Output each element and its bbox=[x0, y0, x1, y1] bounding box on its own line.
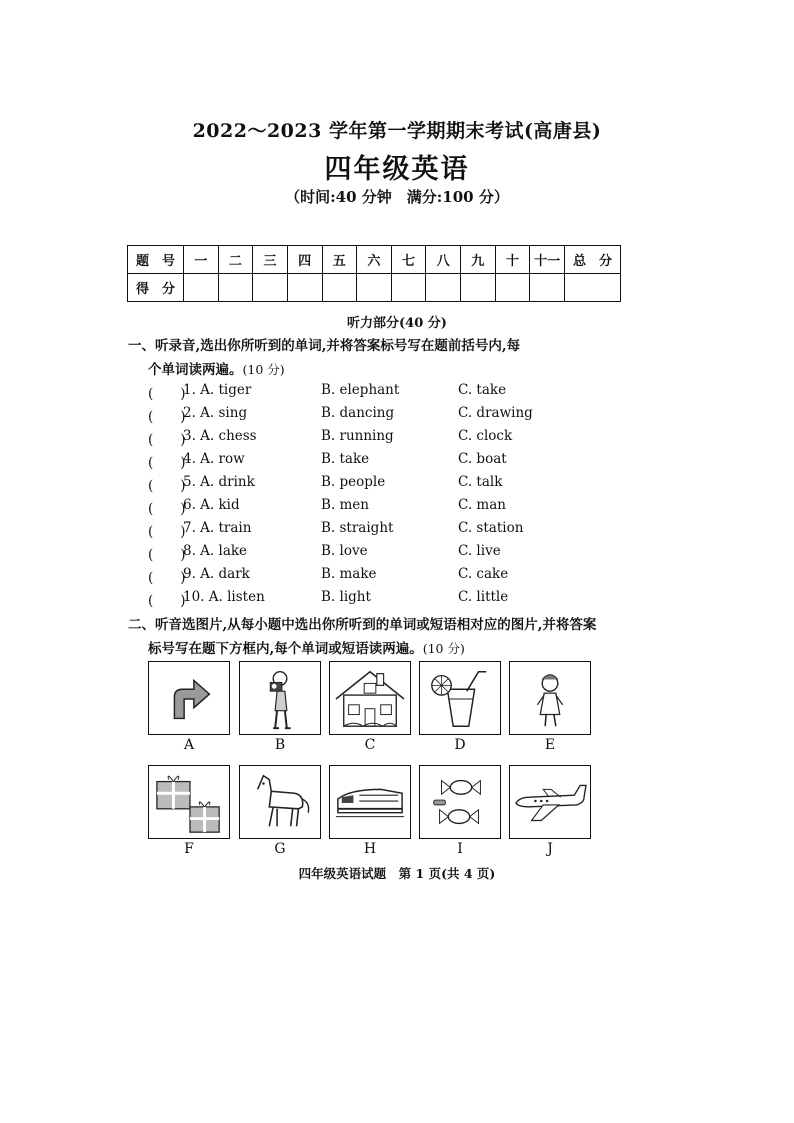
picture-label: I bbox=[457, 841, 463, 857]
option-b: B. straight bbox=[321, 520, 394, 536]
picture-c bbox=[329, 661, 411, 735]
answer-bracket[interactable]: ( ) bbox=[148, 547, 186, 563]
listening-section-heading: 听力部分(40 分) bbox=[347, 316, 447, 331]
answer-bracket[interactable]: ( ) bbox=[148, 409, 186, 425]
question-row bbox=[148, 520, 668, 540]
photographer-icon bbox=[240, 662, 320, 734]
option-c: C. station bbox=[458, 520, 524, 536]
exam-meta: （时间:40 分钟 满分:100 分） bbox=[285, 188, 509, 206]
option-b: B. take bbox=[321, 451, 370, 467]
question-row bbox=[148, 451, 668, 471]
score-table-cell: 五 bbox=[322, 246, 357, 274]
juice-drink-icon bbox=[420, 662, 500, 734]
question-row bbox=[148, 497, 668, 517]
option-c: C. boat bbox=[458, 451, 507, 467]
score-table-header-row bbox=[128, 246, 621, 274]
picture-label: D bbox=[454, 737, 466, 753]
answer-bracket[interactable]: ( ) bbox=[148, 501, 186, 517]
part1-instruction-line2 bbox=[148, 358, 285, 378]
picture-b bbox=[239, 661, 321, 735]
score-table-cell: 三 bbox=[253, 246, 288, 274]
part1-points: (10 分) bbox=[242, 362, 285, 377]
question-row bbox=[148, 382, 668, 402]
option-b: B. light bbox=[321, 589, 371, 605]
train-icon bbox=[330, 766, 410, 838]
part1-instruction-text: 个单词读两遍。 bbox=[148, 362, 243, 378]
option-a: 5. A. drink bbox=[183, 474, 255, 490]
exam-title: 2022～2023 学年第一学期期末考试(高唐县) bbox=[192, 120, 602, 142]
part2-instruction-text: 标号写在题下方框内,每个单词或短语读两遍。 bbox=[148, 641, 423, 657]
picture-label: C bbox=[364, 737, 376, 753]
answer-bracket[interactable]: ( ) bbox=[148, 455, 186, 471]
score-cell[interactable] bbox=[461, 274, 496, 302]
score-cell[interactable] bbox=[391, 274, 426, 302]
score-table-cell: 四 bbox=[287, 246, 322, 274]
picture-i bbox=[419, 765, 501, 839]
option-a: 8. A. lake bbox=[183, 543, 248, 559]
question-row bbox=[148, 589, 668, 609]
option-b: B. elephant bbox=[321, 382, 400, 398]
option-a: 1. A. tiger bbox=[183, 382, 252, 398]
part2-points: (10 分) bbox=[422, 641, 465, 656]
gift-boxes-icon bbox=[149, 766, 229, 838]
score-table-cell: 八 bbox=[426, 246, 461, 274]
option-b: B. make bbox=[321, 566, 377, 582]
score-cell[interactable] bbox=[565, 274, 621, 302]
picture-a bbox=[148, 661, 230, 735]
question-row bbox=[148, 474, 668, 494]
question-row bbox=[148, 566, 668, 586]
option-c: C. drawing bbox=[458, 405, 533, 421]
option-c: C. take bbox=[458, 382, 507, 398]
girl-icon bbox=[510, 662, 590, 734]
option-b: B. love bbox=[321, 543, 368, 559]
score-cell[interactable] bbox=[322, 274, 357, 302]
option-a: 4. A. row bbox=[183, 451, 245, 467]
option-a: 9. A. dark bbox=[183, 566, 250, 582]
score-cell[interactable] bbox=[530, 274, 565, 302]
picture-h bbox=[329, 765, 411, 839]
question-row bbox=[148, 428, 668, 448]
score-table-cell: 十 bbox=[495, 246, 530, 274]
option-c: C. clock bbox=[458, 428, 513, 444]
question-row bbox=[148, 405, 668, 425]
turn-right-arrow-icon bbox=[149, 662, 229, 734]
airplane-icon bbox=[510, 766, 590, 838]
option-c: C. cake bbox=[458, 566, 509, 582]
picture-label: F bbox=[184, 841, 194, 857]
score-cell[interactable] bbox=[357, 274, 392, 302]
answer-bracket[interactable]: ( ) bbox=[148, 478, 186, 494]
option-c: C. talk bbox=[458, 474, 503, 490]
option-b: B. people bbox=[321, 474, 386, 490]
answer-bracket[interactable]: ( ) bbox=[148, 593, 186, 609]
score-table-cell: 十一 bbox=[530, 246, 565, 274]
option-b: B. men bbox=[321, 497, 369, 513]
score-table-cell: 题 号 bbox=[128, 246, 184, 274]
exam-subject: 四年级英语 bbox=[324, 154, 470, 185]
picture-j bbox=[509, 765, 591, 839]
picture-g bbox=[239, 765, 321, 839]
score-table bbox=[127, 245, 621, 302]
horse-icon bbox=[240, 766, 320, 838]
candy-icon bbox=[420, 766, 500, 838]
part2-instruction-line2 bbox=[148, 637, 465, 657]
answer-bracket[interactable]: ( ) bbox=[148, 432, 186, 448]
part1-instruction-line1: 一、听录音,选出你所听到的单词,并将答案标号写在题前括号内,每 bbox=[128, 338, 521, 354]
picture-label: A bbox=[183, 737, 195, 753]
score-table-cell: 九 bbox=[461, 246, 496, 274]
score-cell[interactable] bbox=[218, 274, 253, 302]
option-a: 2. A. sing bbox=[183, 405, 248, 421]
page-footer: 四年级英语试题 第 1 页(共 4 页) bbox=[298, 866, 496, 881]
score-cell[interactable] bbox=[287, 274, 322, 302]
picture-label: E bbox=[544, 737, 556, 753]
option-a: 6. A. kid bbox=[183, 497, 240, 513]
score-table-row-label: 得 分 bbox=[128, 274, 184, 302]
picture-f bbox=[148, 765, 230, 839]
answer-bracket[interactable]: ( ) bbox=[148, 524, 186, 540]
option-a: 7. A. train bbox=[183, 520, 252, 536]
option-c: C. little bbox=[458, 589, 509, 605]
house-icon bbox=[330, 662, 410, 734]
part2-instruction-line1: 二、听音选图片,从每小题中选出你所听到的单词或短语相对应的图片,并将答案 bbox=[128, 617, 597, 633]
answer-bracket[interactable]: ( ) bbox=[148, 386, 186, 402]
score-table-cell: 七 bbox=[391, 246, 426, 274]
picture-label: H bbox=[363, 841, 377, 857]
option-c: C. live bbox=[458, 543, 501, 559]
score-table-cell: 六 bbox=[357, 246, 392, 274]
score-cell[interactable] bbox=[184, 274, 219, 302]
picture-label: G bbox=[274, 841, 286, 857]
option-c: C. man bbox=[458, 497, 506, 513]
score-table-cell: 总 分 bbox=[565, 246, 621, 274]
question-row bbox=[148, 543, 668, 563]
score-table-score-row bbox=[128, 274, 621, 302]
score-cell[interactable] bbox=[495, 274, 530, 302]
option-b: B. dancing bbox=[321, 405, 395, 421]
picture-e bbox=[509, 661, 591, 735]
picture-d bbox=[419, 661, 501, 735]
picture-label: B bbox=[274, 737, 286, 753]
score-table-cell: 一 bbox=[184, 246, 219, 274]
option-b: B. running bbox=[321, 428, 394, 444]
score-cell[interactable] bbox=[253, 274, 288, 302]
option-a: 3. A. chess bbox=[183, 428, 257, 444]
answer-bracket[interactable]: ( ) bbox=[148, 570, 186, 586]
score-table-cell: 二 bbox=[218, 246, 253, 274]
option-a: 10. A. listen bbox=[183, 589, 265, 605]
picture-label: J bbox=[547, 841, 553, 857]
score-cell[interactable] bbox=[426, 274, 461, 302]
